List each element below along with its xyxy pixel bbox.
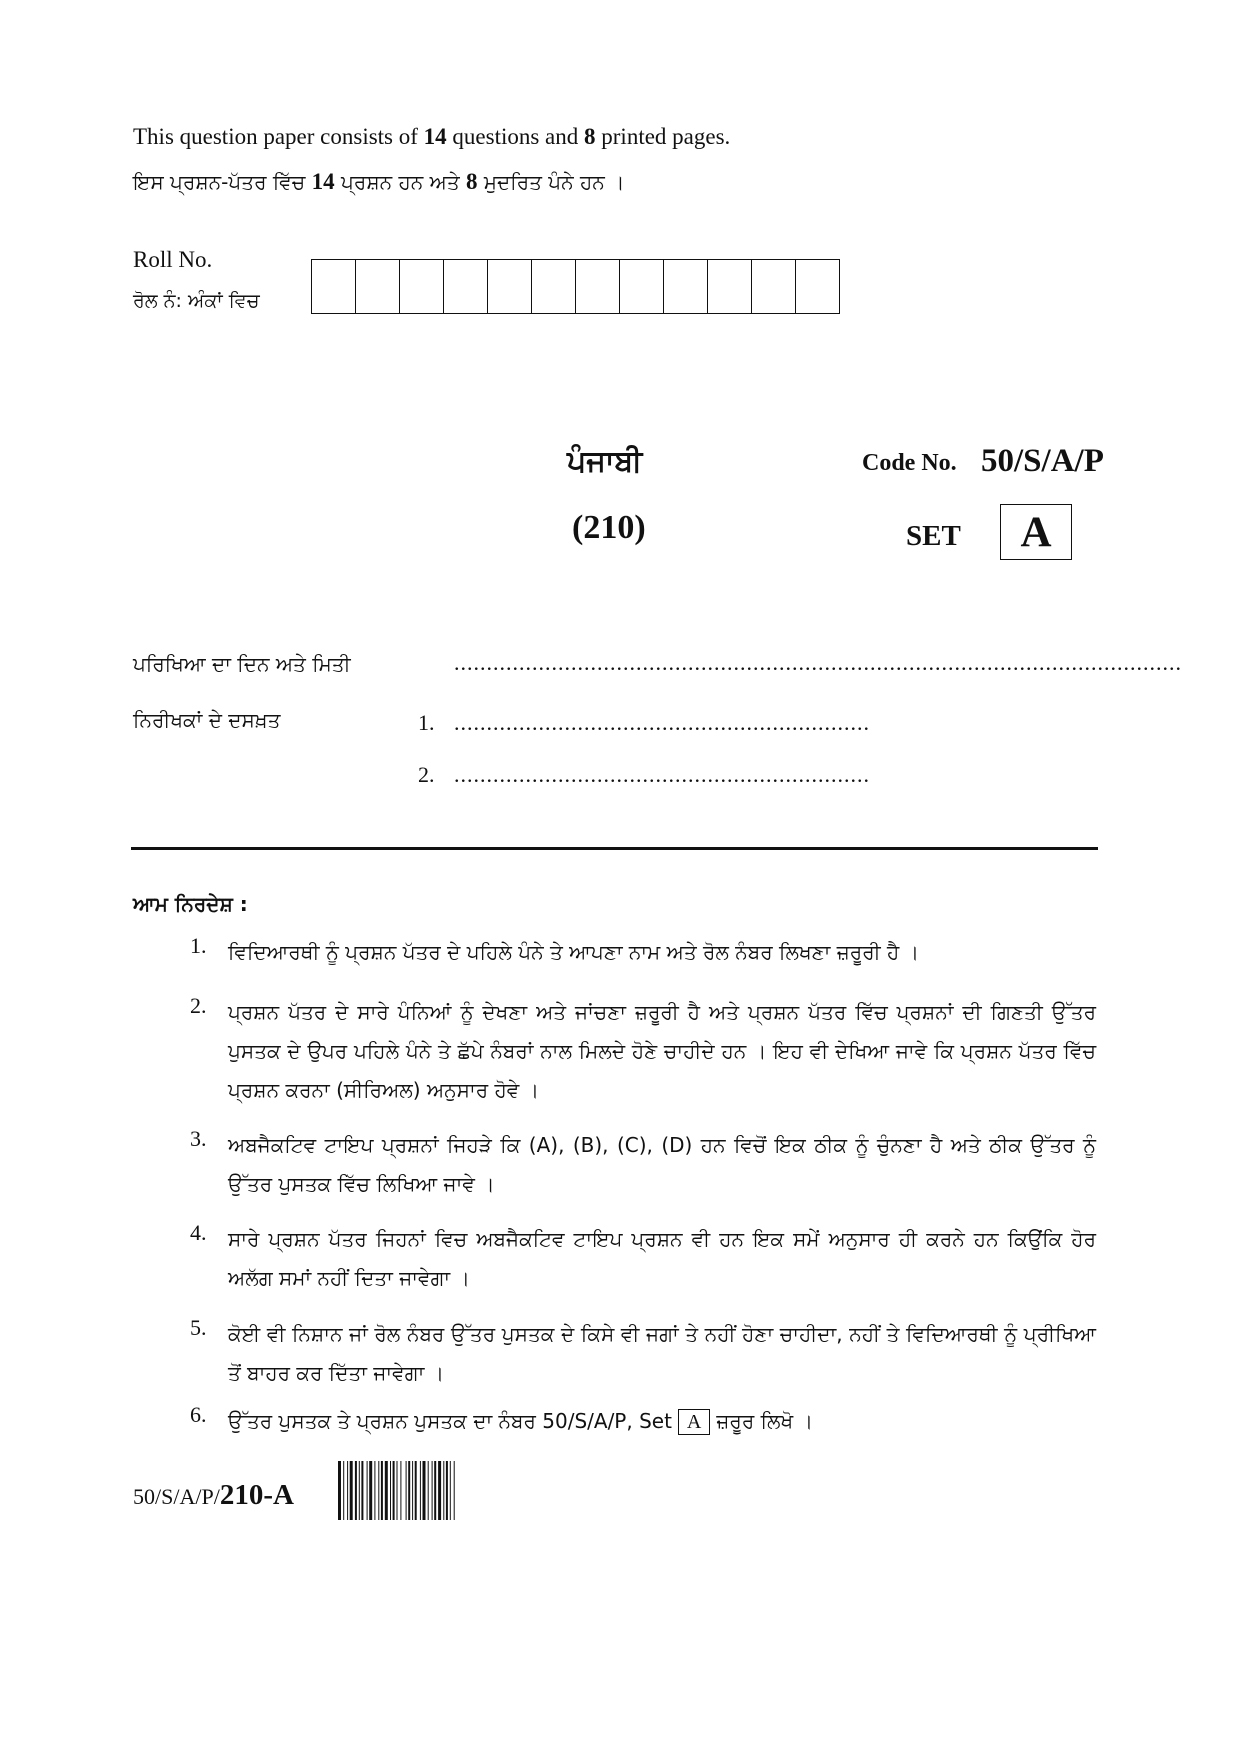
- roll-digit-box[interactable]: [400, 260, 444, 313]
- barcode-bar: [355, 1461, 357, 1520]
- barcode-bar: [420, 1461, 421, 1520]
- instruction-number: 4.: [190, 1220, 207, 1245]
- instruction-item: [190, 993, 1096, 1110]
- instruction-item: [190, 1402, 1096, 1441]
- instruction-text: ਉੱਤਰ ਪੁਸਤਕ ਤੇ ਪ੍ਰਸ਼ਨ ਪੁਸਤਕ ਦਾ ਨੰਬਰ 50/S/A/P, Set A ਜ਼ਰੂਰ ਲਿਖੋ ।: [228, 1409, 814, 1433]
- instruction-text: ਪ੍ਰਸ਼ਨ ਪੱਤਰ ਦੇ ਸਾਰੇ ਪੰਨਿਆਂ ਨੂੰ ਦੇਖਣਾ ਅਤੇ ਜਾਂਚਣਾ ਜ਼ਰੂਰੀ ਹੈ ਅਤੇ ਪ੍ਰਸ਼ਨ ਪੱਤਰ ਵਿੱਚ ਪ੍ਰਸ਼ਨਾਂ ਦੀ ਗਿਣਤੀ ਉੱਤਰ ਪੁਸਤਕ ਦੇ ਉਪਰ ਪਹਿਲੇ ਪੰਨੇ ਤੇ ਛੱਪੇ ਨੰਬਰਾਂ ਨਾਲ ਮਿਲਦੇ ਹੋਣੇ ਚਾਹੀਦੇ ਹਨ । ਇਹ ਵੀ ਦੇਖਿਆ ਜਾਵੇ ਕਿ ਪ੍ਰਸ਼ਨ ਪੱਤਰ ਵਿੱਚ ਪ੍ਰਸ਼ਨ ਕਰਨਾ (ਸੀਰਿਅਲ) ਅਨੁਸਾਰ ਹੋਵੇ ।: [228, 1000, 1096, 1102]
- roll-digit-box[interactable]: [356, 260, 400, 313]
- roll-digit-box[interactable]: [532, 260, 576, 313]
- paper-info-punjabi: ਇਸ ਪ੍ਰਸ਼ਨ-ਪੱਤਰ ਵਿੱਚ 14 ਪ੍ਰਸ਼ਨ ਹਨ ਅਤੇ 8 ਮੁਦਰਿਤ ਪੰਨੇ ਹਨ ।: [133, 169, 625, 194]
- barcode-bar: [374, 1461, 375, 1520]
- instruction-number: 6.: [190, 1402, 207, 1427]
- roll-no-label: Roll No.: [133, 247, 213, 272]
- roll-digit-box[interactable]: [664, 260, 708, 313]
- instruction-item: [190, 1220, 1096, 1298]
- barcode-bar: [406, 1461, 407, 1520]
- instruction-number: 5.: [190, 1315, 207, 1340]
- signature-1-field[interactable]: ................................................................: [454, 710, 870, 735]
- barcode-bar: [428, 1461, 429, 1520]
- instruction-item: [190, 933, 1096, 972]
- set-value: A: [1020, 508, 1052, 556]
- general-instructions-heading: ਆਮ ਨਿਰਦੇਸ਼ :: [133, 892, 248, 916]
- instruction-item: [190, 1315, 1096, 1393]
- barcode-bar: [393, 1461, 395, 1520]
- barcode-bar: [367, 1461, 368, 1520]
- code-no-label: Code No.: [862, 450, 957, 476]
- invigilator-signature-label: ਨਿਰੀਖਕਾਂ ਦੇ ਦਸਖ਼ਤ: [133, 708, 281, 732]
- barcode-image: [338, 1461, 542, 1520]
- instruction-text: ਅਬਜੈਕਟਿਵ ਟਾਇਪ ਪ੍ਰਸ਼ਨਾਂ ਜਿਹੜੇ ਕਿ (A), (B), (C), (D) ਹਨ ਵਿਚੋਂ ਇਕ ਠੀਕ ਨੂੰ ਚੁੰਨਣਾ ਹੈ ਅਤੇ ਠੀਕ ਉੱਤਰ ਨੂੰ ਉੱਤਰ ਪੁਸਤਕ ਵਿੱਚ ਲਿਖਿਆ ਜਾਵੇ ।: [228, 1133, 1096, 1196]
- barcode-bar: [443, 1461, 444, 1520]
- barcode-bar: [408, 1461, 410, 1520]
- roll-no-label-punjabi: ਰੋਲ ਨੰ: ਅੰਕਾਂ ਵਿਚ: [133, 290, 260, 312]
- barcode-bar: [432, 1461, 433, 1520]
- roll-digit-box[interactable]: [796, 260, 839, 313]
- barcode-bar: [415, 1461, 417, 1520]
- signature-1-number: 1.: [418, 710, 435, 735]
- roll-digit-box[interactable]: [708, 260, 752, 313]
- exam-date-field[interactable]: ................................................................................................................: [454, 650, 1182, 675]
- barcode-bar: [412, 1461, 413, 1520]
- signature-2-number: 2.: [418, 762, 435, 787]
- roll-number-boxes[interactable]: [311, 259, 840, 314]
- instruction-item: [190, 1126, 1096, 1204]
- barcode-bar: [350, 1461, 353, 1520]
- instruction-text: ਸਾਰੇ ਪ੍ਰਸ਼ਨ ਪੱਤਰ ਜਿਹਨਾਂ ਵਿਚ ਅਬਜੈਕਟਿਵ ਟਾਇਪ ਪ੍ਰਸ਼ਨ ਵੀ ਹਨ ਇਕ ਸਮੇਂ ਅਨੁਸਾਰ ਹੀ ਕਰਨੇ ਹਨ ਕਿਉਂਕਿ ਹੋਰ ਅਲੱਗ ਸਮਾਂ ਨਹੀਂ ਦਿਤਾ ਜਾਵੇਗਾ ।: [228, 1227, 1096, 1290]
- barcode-bar: [438, 1461, 441, 1520]
- barcode-bar: [390, 1461, 391, 1520]
- barcode-bar: [454, 1461, 455, 1520]
- roll-digit-box[interactable]: [444, 260, 488, 313]
- roll-digit-box[interactable]: [488, 260, 532, 313]
- barcode-bar: [369, 1461, 372, 1520]
- barcode-bar: [378, 1461, 379, 1520]
- instruction-text: ਵਿਦਿਆਰਥੀ ਨੂੰ ਪ੍ਰਸ਼ਨ ਪੱਤਰ ਦੇ ਪਹਿਲੇ ਪੰਨੇ ਤੇ ਆਪਣਾ ਨਾਮ ਅਤੇ ਰੋਲ ਨੰਬਰ ਲਿਖਣਾ ਜ਼ਰੂਰੀ ਹੈ ।: [228, 940, 920, 964]
- barcode-bar: [400, 1461, 401, 1520]
- paper-info-english: This question paper consists of 14 questions and 8 printed pages.: [133, 124, 731, 149]
- roll-digit-box[interactable]: [620, 260, 664, 313]
- instruction-number: 1.: [190, 933, 207, 958]
- set-inline-box: A: [678, 1409, 710, 1435]
- section-divider: [131, 847, 1098, 850]
- barcode-bar: [423, 1461, 426, 1520]
- barcode-bar: [450, 1461, 451, 1520]
- barcode-bar: [446, 1461, 448, 1520]
- instruction-number: 3.: [190, 1126, 207, 1151]
- barcode-bar: [434, 1461, 436, 1520]
- barcode-bar: [385, 1461, 388, 1520]
- roll-digit-box[interactable]: [752, 260, 796, 313]
- roll-digit-box[interactable]: [576, 260, 620, 313]
- instruction-text: ਕੋਈ ਵੀ ਨਿਸ਼ਾਨ ਜਾਂ ਰੋਲ ਨੰਬਰ ਉੱਤਰ ਪੁਸਤਕ ਦੇ ਕਿਸੇ ਵੀ ਜਗਾਂ ਤੇ ਨਹੀਂ ਹੋਣਾ ਚਾਹੀਦਾ, ਨਹੀਂ ਤੇ ਵਿਦਿਆਰਥੀ ਨੂੰ ਪ੍ਰੀਖਿਆ ਤੋਂ ਬਾਹਰ ਕਰ ਦਿੱਤਾ ਜਾਵੇਗਾ ।: [228, 1322, 1096, 1385]
- barcode-bar: [338, 1461, 341, 1520]
- exam-date-label: ਪਰਿਖਿਆ ਦਾ ਦਿਨ ਅਤੇ ਮਿਤੀ: [133, 652, 351, 676]
- code-no-value: 50/S/A/P: [981, 443, 1104, 479]
- barcode-bar: [381, 1461, 383, 1520]
- subject-title: ਪੰਜਾਬੀ: [567, 444, 643, 479]
- subject-code: (210): [572, 509, 646, 546]
- barcode-bar: [359, 1461, 360, 1520]
- barcode-bar: [343, 1461, 344, 1520]
- footer-paper-code: 50/S/A/P/210-A: [133, 1479, 294, 1511]
- instruction-number: 2.: [190, 993, 207, 1018]
- barcode-bar: [397, 1461, 398, 1520]
- set-box: [1000, 504, 1072, 560]
- barcode-bar: [347, 1461, 348, 1520]
- roll-digit-box[interactable]: [312, 260, 356, 313]
- signature-2-field[interactable]: ................................................................: [454, 762, 870, 787]
- barcode-bar: [361, 1461, 363, 1520]
- set-label: SET: [906, 520, 961, 552]
